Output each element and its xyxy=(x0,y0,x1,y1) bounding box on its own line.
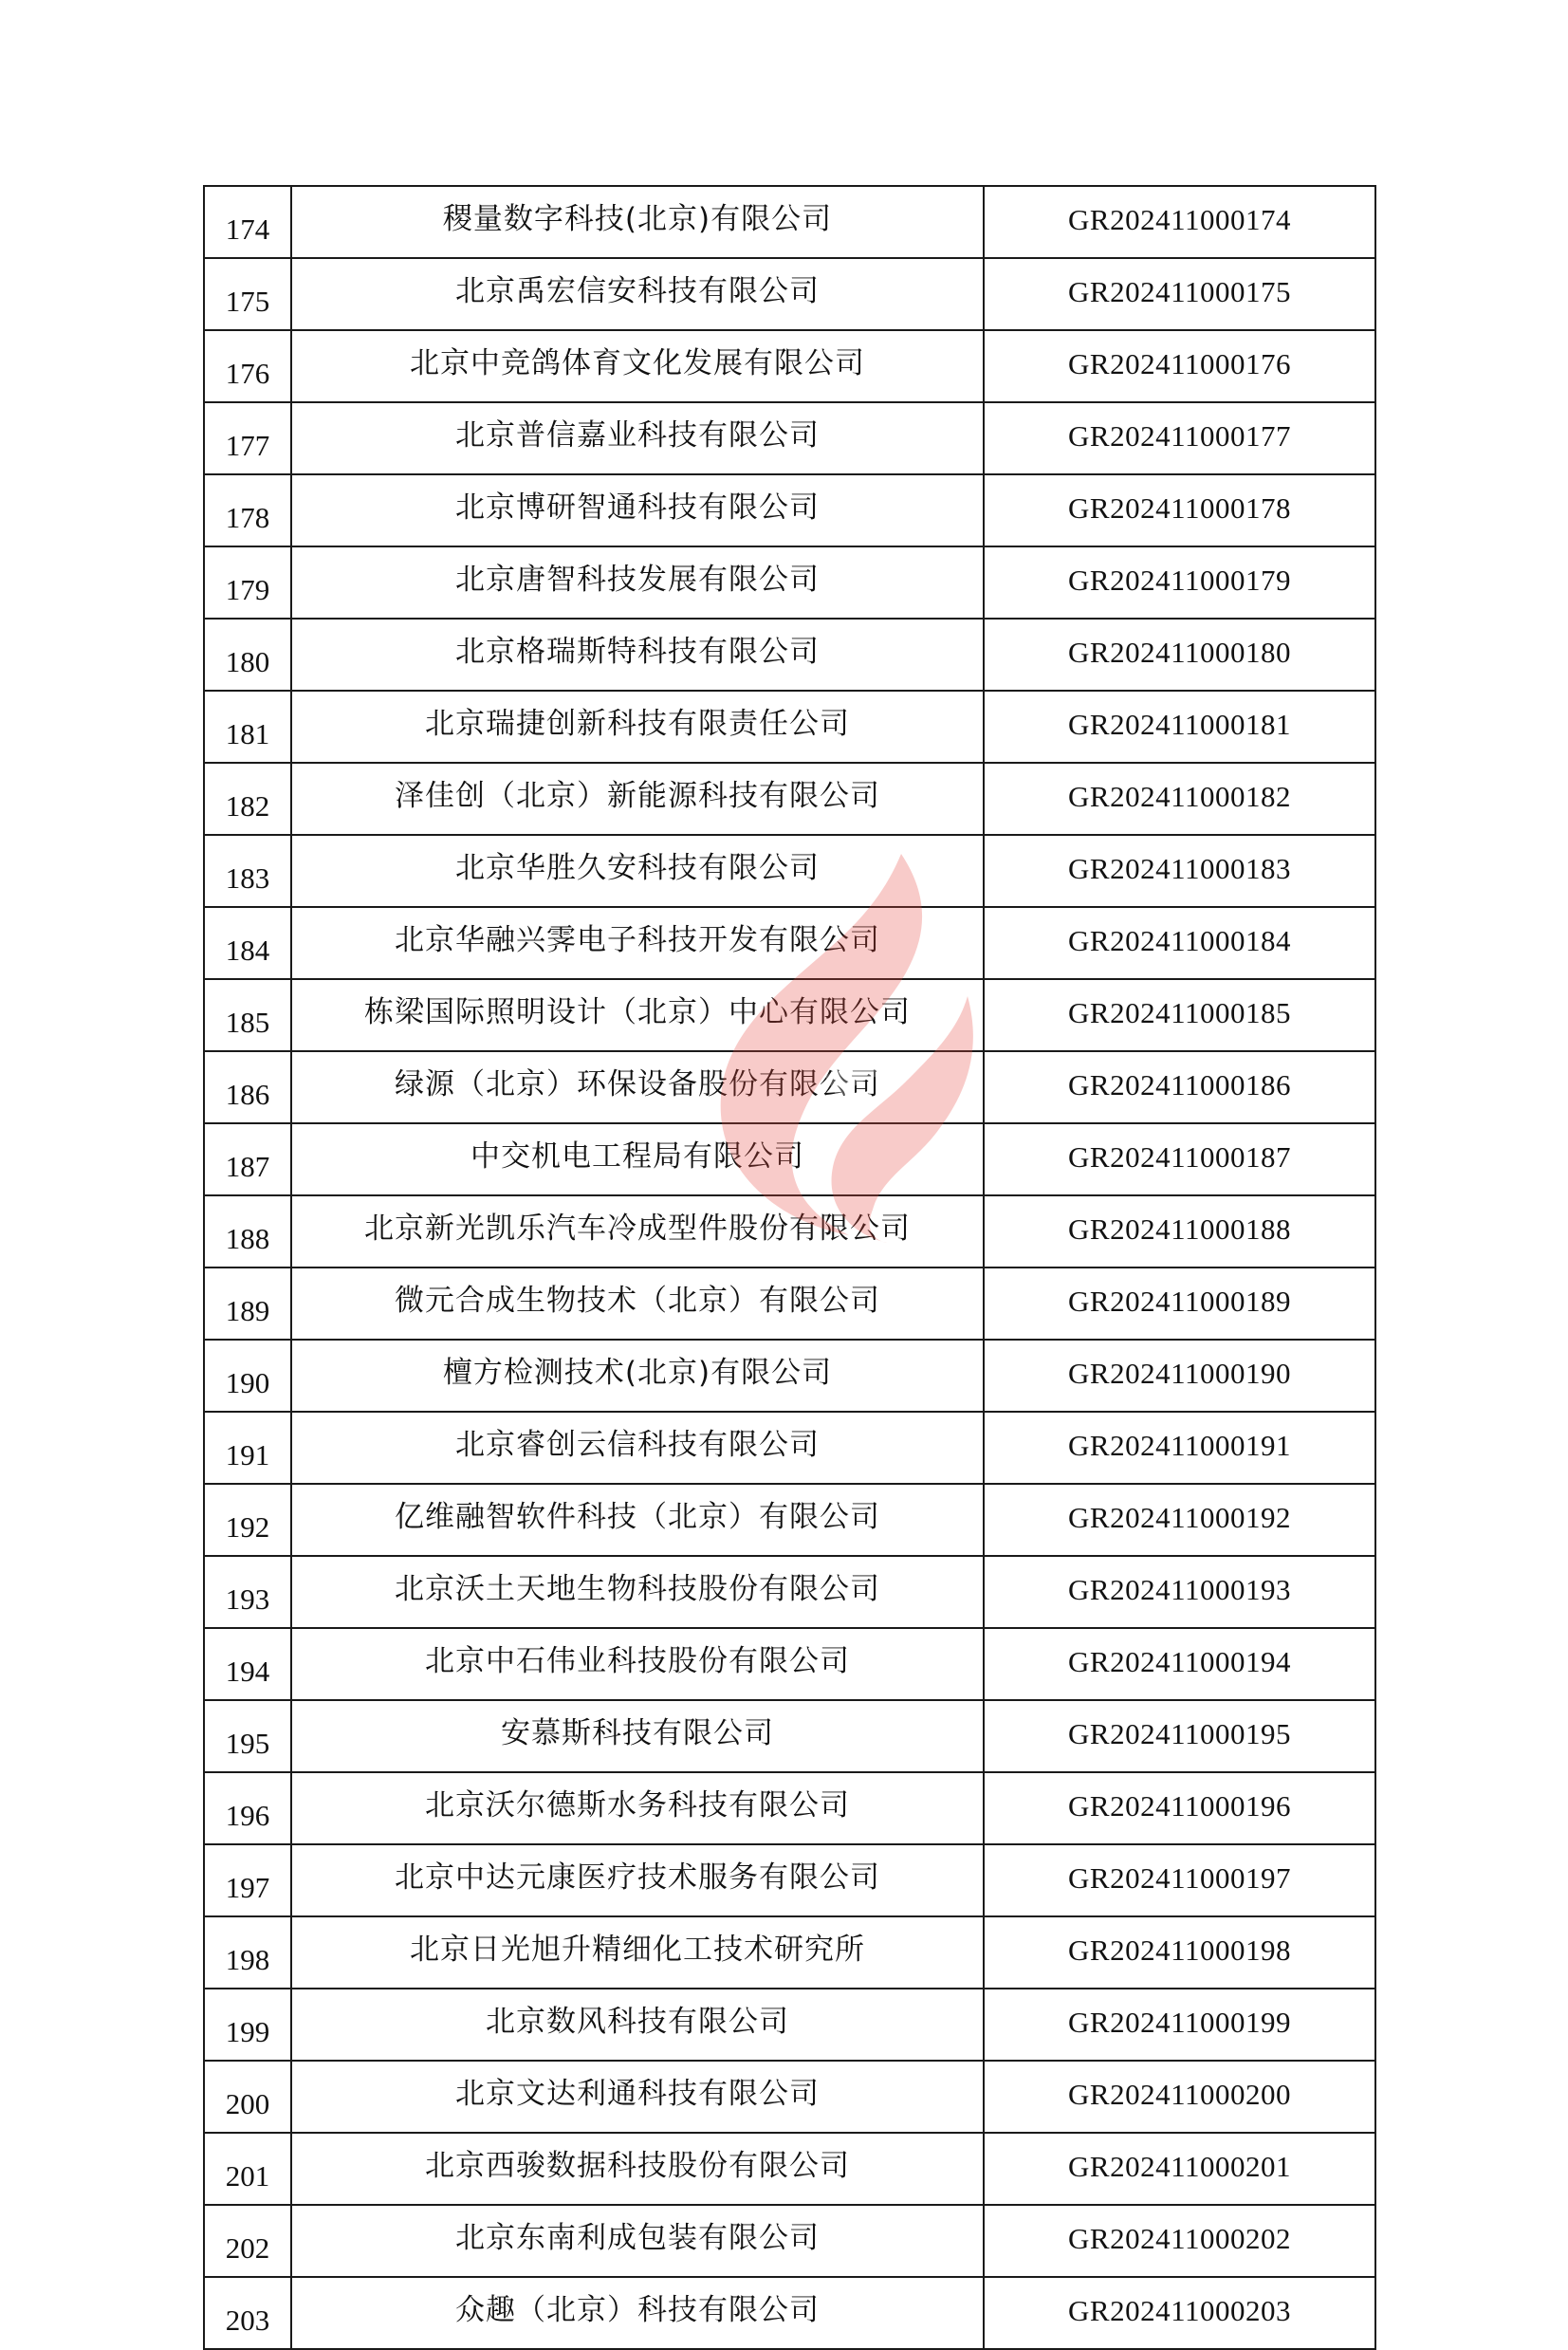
certificate-code-cell: GR202411000202 xyxy=(984,2205,1375,2277)
table-row xyxy=(204,907,1375,979)
table-row xyxy=(204,474,1375,546)
table-row xyxy=(204,1123,1375,1195)
company-name-cell: 微元合成生物技术（北京）有限公司 xyxy=(291,1268,984,1340)
company-name-cell: 北京沃土天地生物科技股份有限公司 xyxy=(291,1556,984,1628)
certificate-code-cell: GR202411000185 xyxy=(984,979,1375,1051)
certificate-code-cell: GR202411000176 xyxy=(984,330,1375,402)
company-name-cell: 北京中竞鸽体育文化发展有限公司 xyxy=(291,330,984,402)
company-name-cell: 北京瑞捷创新科技有限责任公司 xyxy=(291,691,984,763)
row-number-cell: 185 xyxy=(204,979,291,1051)
row-number-cell: 175 xyxy=(204,258,291,330)
certificate-code-cell: GR202411000184 xyxy=(984,907,1375,979)
table-row xyxy=(204,979,1375,1051)
table-row xyxy=(204,330,1375,402)
certificate-code-cell: GR202411000195 xyxy=(984,1700,1375,1772)
certificate-code-cell: GR202411000182 xyxy=(984,763,1375,835)
row-number-cell: 194 xyxy=(204,1628,291,1700)
company-name-cell: 栋梁国际照明设计（北京）中心有限公司 xyxy=(291,979,984,1051)
company-name-cell: 北京新光凯乐汽车冷成型件股份有限公司 xyxy=(291,1195,984,1268)
table-row xyxy=(204,1772,1375,1844)
company-name-cell: 安慕斯科技有限公司 xyxy=(291,1700,984,1772)
company-name-cell: 北京沃尔德斯水务科技有限公司 xyxy=(291,1772,984,1844)
certificate-code-cell: GR202411000178 xyxy=(984,474,1375,546)
company-name-cell: 中交机电工程局有限公司 xyxy=(291,1123,984,1195)
company-name-cell: 北京中石伟业科技股份有限公司 xyxy=(291,1628,984,1700)
row-number-cell: 184 xyxy=(204,907,291,979)
company-name-cell: 北京唐智科技发展有限公司 xyxy=(291,546,984,619)
row-number-cell: 183 xyxy=(204,835,291,907)
table-row xyxy=(204,1628,1375,1700)
company-name-cell: 北京西骏数据科技股份有限公司 xyxy=(291,2133,984,2205)
certificate-code-cell: GR202411000174 xyxy=(984,186,1375,258)
row-number-cell: 182 xyxy=(204,763,291,835)
company-name-cell: 泽佳创（北京）新能源科技有限公司 xyxy=(291,763,984,835)
table-row xyxy=(204,1700,1375,1772)
certificate-code-cell: GR202411000180 xyxy=(984,619,1375,691)
table-row xyxy=(204,835,1375,907)
company-name-cell: 绿源（北京）环保设备股份有限公司 xyxy=(291,1051,984,1123)
company-name-cell: 北京华胜久安科技有限公司 xyxy=(291,835,984,907)
row-number-cell: 176 xyxy=(204,330,291,402)
table-row xyxy=(204,763,1375,835)
row-number-cell: 191 xyxy=(204,1412,291,1484)
company-name-cell: 北京文达利通科技有限公司 xyxy=(291,2061,984,2133)
table-row xyxy=(204,2205,1375,2277)
certificate-code-cell: GR202411000193 xyxy=(984,1556,1375,1628)
table-row xyxy=(204,1916,1375,1989)
row-number-cell: 198 xyxy=(204,1916,291,1989)
company-name-cell: 北京格瑞斯特科技有限公司 xyxy=(291,619,984,691)
company-list-table xyxy=(203,185,1376,2350)
certificate-code-cell: GR202411000191 xyxy=(984,1412,1375,1484)
row-number-cell: 201 xyxy=(204,2133,291,2205)
table-row xyxy=(204,1412,1375,1484)
certificate-code-cell: GR202411000194 xyxy=(984,1628,1375,1700)
certificate-code-cell: GR202411000198 xyxy=(984,1916,1375,1989)
company-name-cell: 北京中达元康医疗技术服务有限公司 xyxy=(291,1844,984,1916)
table-row xyxy=(204,1484,1375,1556)
company-name-cell: 北京数风科技有限公司 xyxy=(291,1989,984,2061)
row-number-cell: 202 xyxy=(204,2205,291,2277)
row-number-cell: 186 xyxy=(204,1051,291,1123)
row-number-cell: 200 xyxy=(204,2061,291,2133)
certificate-code-cell: GR202411000183 xyxy=(984,835,1375,907)
row-number-cell: 189 xyxy=(204,1268,291,1340)
row-number-cell: 174 xyxy=(204,186,291,258)
company-name-cell: 北京禹宏信安科技有限公司 xyxy=(291,258,984,330)
certificate-code-cell: GR202411000203 xyxy=(984,2277,1375,2349)
table-row xyxy=(204,1556,1375,1628)
certificate-code-cell: GR202411000189 xyxy=(984,1268,1375,1340)
certificate-code-cell: GR202411000199 xyxy=(984,1989,1375,2061)
certificate-code-cell: GR202411000175 xyxy=(984,258,1375,330)
table-row xyxy=(204,1051,1375,1123)
row-number-cell: 188 xyxy=(204,1195,291,1268)
certificate-code-cell: GR202411000201 xyxy=(984,2133,1375,2205)
company-name-cell: 北京睿创云信科技有限公司 xyxy=(291,1412,984,1484)
table-row xyxy=(204,1268,1375,1340)
row-number-cell: 195 xyxy=(204,1700,291,1772)
row-number-cell: 193 xyxy=(204,1556,291,1628)
table-row xyxy=(204,1989,1375,2061)
table-row xyxy=(204,1340,1375,1412)
row-number-cell: 179 xyxy=(204,546,291,619)
certificate-code-cell: GR202411000190 xyxy=(984,1340,1375,1412)
certificate-code-cell: GR202411000196 xyxy=(984,1772,1375,1844)
company-name-cell: 众趣（北京）科技有限公司 xyxy=(291,2277,984,2349)
certificate-code-cell: GR202411000179 xyxy=(984,546,1375,619)
table-row xyxy=(204,691,1375,763)
certificate-code-cell: GR202411000187 xyxy=(984,1123,1375,1195)
row-number-cell: 192 xyxy=(204,1484,291,1556)
table-row xyxy=(204,2133,1375,2205)
company-name-cell: 亿维融智软件科技（北京）有限公司 xyxy=(291,1484,984,1556)
certificate-code-cell: GR202411000192 xyxy=(984,1484,1375,1556)
row-number-cell: 203 xyxy=(204,2277,291,2349)
row-number-cell: 190 xyxy=(204,1340,291,1412)
certificate-code-cell: GR202411000181 xyxy=(984,691,1375,763)
certificate-code-cell: GR202411000200 xyxy=(984,2061,1375,2133)
row-number-cell: 199 xyxy=(204,1989,291,2061)
certificate-code-cell: GR202411000197 xyxy=(984,1844,1375,1916)
company-name-cell: 北京博研智通科技有限公司 xyxy=(291,474,984,546)
table-row xyxy=(204,2061,1375,2133)
row-number-cell: 177 xyxy=(204,402,291,474)
company-name-cell: 檀方检测技术(北京)有限公司 xyxy=(291,1340,984,1412)
table-row xyxy=(204,1844,1375,1916)
company-name-cell: 北京日光旭升精细化工技术研究所 xyxy=(291,1916,984,1989)
row-number-cell: 197 xyxy=(204,1844,291,1916)
table-row xyxy=(204,258,1375,330)
table-body xyxy=(204,186,1375,2349)
row-number-cell: 181 xyxy=(204,691,291,763)
row-number-cell: 187 xyxy=(204,1123,291,1195)
certificate-code-cell: GR202411000186 xyxy=(984,1051,1375,1123)
certificate-code-cell: GR202411000177 xyxy=(984,402,1375,474)
company-name-cell: 北京普信嘉业科技有限公司 xyxy=(291,402,984,474)
table-row xyxy=(204,402,1375,474)
table-row xyxy=(204,2277,1375,2349)
table-row xyxy=(204,546,1375,619)
row-number-cell: 180 xyxy=(204,619,291,691)
row-number-cell: 178 xyxy=(204,474,291,546)
company-name-cell: 北京东南利成包装有限公司 xyxy=(291,2205,984,2277)
company-name-cell: 稷量数字科技(北京)有限公司 xyxy=(291,186,984,258)
certificate-code-cell: GR202411000188 xyxy=(984,1195,1375,1268)
company-name-cell: 北京华融兴霁电子科技开发有限公司 xyxy=(291,907,984,979)
table-row xyxy=(204,1195,1375,1268)
table-row xyxy=(204,619,1375,691)
table-row xyxy=(204,186,1375,258)
row-number-cell: 196 xyxy=(204,1772,291,1844)
